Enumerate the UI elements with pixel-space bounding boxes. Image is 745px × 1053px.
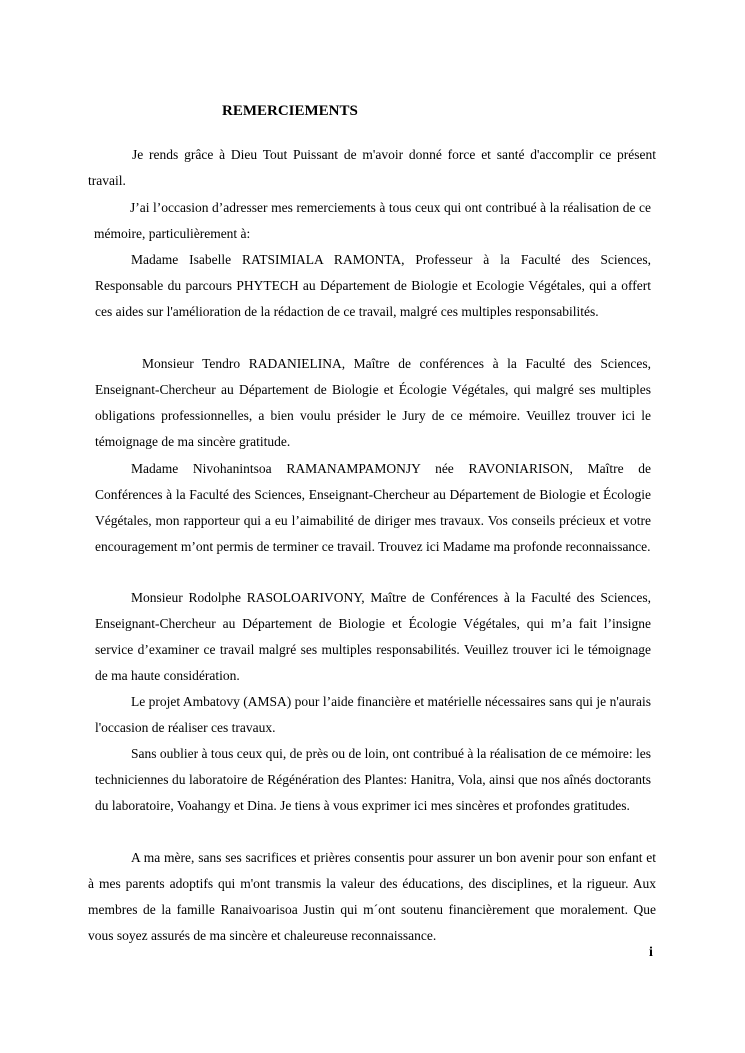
paragraph-radanielina: Monsieur Tendro RADANIELINA, Maître de conférences à la Faculté des Sciences, Enseignant-Chercheur au Département de Biologie et Écologie Végétales, qui malgré ses multiples obligations professionnelles, a bien voulu présider le Jury de ce mémoire. Veuillez trouver ici le témoignage de ma sincère gratitude. (95, 356, 651, 449)
paragraph-intro: J’ai l’occasion d’adresser mes remerciements à tous ceux qui ont contribué à la réalisation de ce mémoire, particulièrement à: (94, 200, 651, 241)
page-title: REMERCIEMENTS (222, 103, 358, 119)
paragraph-thanks-god: Je rends grâce à Dieu Tout Puissant de m'avoir donné force et santé d'accomplir ce présent travail. (88, 147, 656, 188)
paragraph-family: A ma mère, sans ses sacrifices et prières consentis pour assurer un bon avenir pour son enfant et à mes parents adoptifs qui m'ont transmis la valeur des éducations, des disciplines, et la rigueur. Aux membres de la famille Ranaivoarisoa Justin qui m´ont soutenu financièrement que moralement. Que vous soyez assurés de ma sincère et chaleureuse reconnaissance. (88, 850, 656, 943)
paragraph-rasoloarivony: Monsieur Rodolphe RASOLOARIVONY, Maître de Conférences à la Faculté des Sciences, Enseignant-Chercheur au Département de Biologie et Écologie Végétales, qui m’a fait l’insigne service d’examiner ce travail malgré ses multiples responsabilités. Veuillez trouver ici le témoignage de ma haute considération. (95, 590, 651, 683)
paragraph-ratsimiala: Madame Isabelle RATSIMIALA RAMONTA, Professeur à la Faculté des Sciences, Responsable du parcours PHYTECH au Département de Biologie et Ecologie Végétales, qui a offert ces aides sur l'amélioration de la rédaction de ce travail, malgré ces multiples responsabilités. (95, 252, 651, 319)
paragraph-ramanampamonjy: Madame Nivohanintsoa RAMANAMPAMONJY née RAVONIARISON, Maître de Conférences à la Faculté des Sciences, Enseignant-Chercheur au Département de Biologie et Écologie Végétales, mon rapporteur qui a eu l’aimabilité de diriger mes travaux. Vos conseils précieux et votre encouragement m’ont permis de terminer ce travail. Trouvez ici Madame ma profonde reconnaissance. (95, 461, 651, 554)
page-number: i (649, 945, 653, 960)
paragraph-laboratory: Sans oublier à tous ceux qui, de près ou de loin, ont contribué à la réalisation de ce mémoire: les techniciennes du laboratoire de Régénération des Plantes: Hanitra, Vola, ainsi que nos aînés doctorants du laboratoire, Voahangy et Dina. Je tiens à vous exprimer ici mes sincères et profondes gratitudes. (95, 746, 651, 813)
paragraph-ambatovy: Le projet Ambatovy (AMSA) pour l’aide financière et matérielle nécessaires sans qui je n'aurais l'occasion de réaliser ces travaux. (95, 694, 651, 735)
